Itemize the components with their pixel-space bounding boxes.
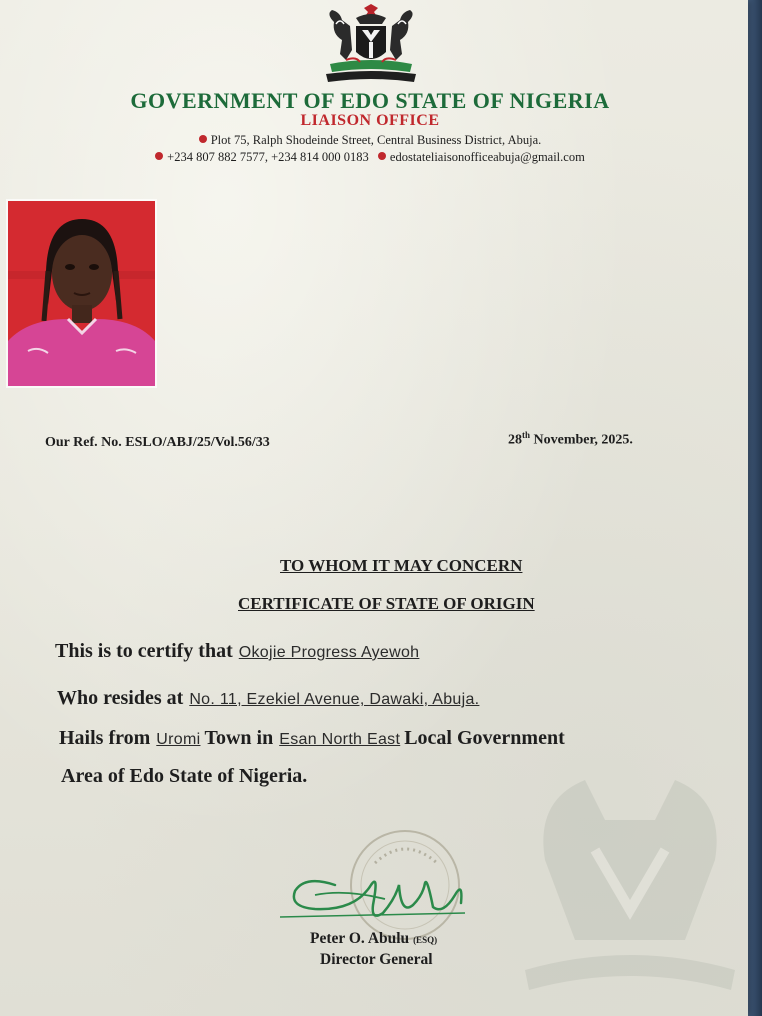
date-rest: November, 2025. [530,432,633,448]
email-address: edostateliaisonofficeabuja@gmail.com [389,150,585,164]
date-day: 28 [508,432,522,448]
date-suffix: th [522,430,531,440]
phone-icon [155,152,163,160]
town-label: Town in [204,727,274,749]
watermark-emblem [505,740,755,1010]
reference-number: Our Ref. No. ESLO/ABJ/25/Vol.56/33 [45,435,270,450]
state-line: Area of Edo State of Nigeria. [61,765,308,787]
certificate-heading: CERTIFICATE OF STATE OF ORIGIN [238,594,535,613]
location-icon [199,135,207,143]
director-signature [275,855,475,930]
concern-heading: TO WHOM IT MAY CONCERN [280,556,523,575]
passport-photo [8,201,155,386]
lga-name: Esan North East [279,731,401,748]
residence-line [57,687,483,710]
signatory-name-text: Peter O. Abulu [310,930,410,947]
certify-line [55,640,423,663]
lga-label: Local Government [404,727,565,749]
signatory-name [310,930,437,948]
certify-label: This is to certify that [55,640,233,662]
holder-name: Okojie Progress Ayewoh [238,644,420,661]
coat-of-arms [316,4,426,88]
government-title: GOVERNMENT OF EDO STATE OF NIGERIA [130,88,610,113]
phone-numbers: +234 807 882 7577, +234 814 000 0183 [167,150,369,164]
email-icon [378,152,386,160]
signatory-title: Director General [320,951,433,968]
contact-info [0,150,740,165]
office-subtitle: LIAISON OFFICE [300,112,440,129]
address-text: Plot 75, Ralph Shodeinde Street, Central Business District, Abuja. [210,133,542,147]
issue-date [508,430,633,449]
hails-label: Hails from [59,727,151,749]
resides-label: Who resides at [57,687,184,709]
office-address [0,133,740,148]
home-town: Uromi [156,731,201,748]
origin-line [59,727,565,750]
signatory-suffix: (ESQ) [413,935,438,945]
residence-address: No. 11, Ezekiel Avenue, Dawaki, Abuja. [189,691,480,708]
